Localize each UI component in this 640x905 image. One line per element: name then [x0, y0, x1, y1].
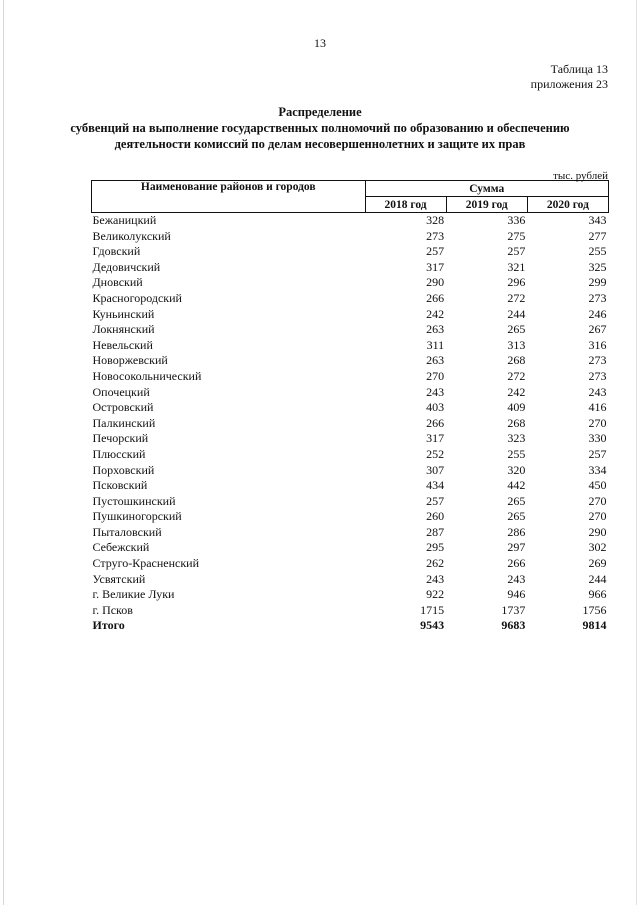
value-2020: 273 [588, 353, 607, 368]
value-2019: 409 [507, 400, 526, 415]
value-2018: 922 [426, 587, 445, 602]
value-2019: 268 [507, 415, 526, 430]
district-name: Бежаницкий [92, 213, 157, 227]
value-2019: 275 [507, 228, 526, 243]
value-2018: 1715 [420, 602, 445, 617]
value-2020: 343 [588, 213, 607, 227]
value-2020: 267 [588, 322, 607, 337]
value-2020: 243 [588, 384, 607, 399]
title-line2: субвенций на выполнение государственных полномочий по образованию и обеспечению [70, 121, 570, 135]
value-2019: 242 [507, 384, 526, 399]
table-row [92, 525, 609, 541]
value-2018: 263 [426, 322, 445, 337]
district-name: г. Псков [92, 602, 133, 617]
title-line3: деятельности комиссий по делам несовершеннолетних и защите их прав [114, 137, 526, 151]
district-name: г. Великие Луки [92, 587, 175, 602]
value-2020: 270 [588, 493, 607, 508]
table-row [92, 353, 609, 369]
value-2019: 255 [507, 446, 526, 461]
district-name: Новоржевский [92, 353, 168, 368]
value-2019: 296 [507, 275, 526, 290]
table-reference [531, 62, 608, 92]
value-2020: 257 [588, 446, 607, 461]
value-2020: 255 [588, 244, 607, 259]
header-year-2018: 2018 год [365, 197, 446, 213]
value-2019: 265 [507, 322, 526, 337]
value-2018: 9543 [420, 618, 445, 633]
value-2019: 272 [507, 290, 526, 305]
district-name: Дновский [92, 275, 143, 290]
value-2020: 330 [588, 431, 607, 446]
value-2019: 286 [507, 524, 526, 539]
table-row [92, 260, 609, 276]
value-2020: 269 [588, 556, 607, 571]
district-name: Порховский [92, 462, 155, 477]
district-name: Островский [92, 400, 154, 415]
value-2018: 270 [426, 368, 445, 383]
table-body [92, 213, 609, 635]
table-row [92, 369, 609, 385]
value-2019: 272 [507, 368, 526, 383]
value-2020: 966 [588, 587, 607, 602]
district-name: Струго-Красненский [92, 556, 200, 571]
value-2020: 246 [588, 306, 607, 321]
title-line1: Распределение [278, 105, 362, 119]
value-2019: 1737 [501, 602, 526, 617]
value-2018: 252 [426, 446, 445, 461]
value-2018: 263 [426, 353, 445, 368]
value-2020: 270 [588, 509, 607, 524]
table-row [92, 494, 609, 510]
district-name: Пыталовский [92, 524, 162, 539]
table-row [92, 447, 609, 463]
value-2018: 260 [426, 509, 445, 524]
value-2018: 266 [426, 290, 445, 305]
value-2020: 416 [588, 400, 607, 415]
table-row [92, 385, 609, 401]
value-2019: 323 [507, 431, 526, 446]
value-2018: 434 [426, 478, 445, 493]
value-2018: 311 [426, 337, 445, 352]
value-2019: 243 [507, 571, 526, 586]
district-name: Невельский [92, 337, 153, 352]
table-row [92, 275, 609, 291]
table-row [92, 509, 609, 525]
value-2020: 1756 [582, 602, 607, 617]
value-2018: 242 [426, 306, 445, 321]
value-2020: 334 [588, 462, 607, 477]
district-name: Локнянский [92, 322, 155, 337]
value-2018: 307 [426, 462, 445, 477]
district-name: Итого [92, 618, 125, 633]
district-name: Себежский [92, 540, 150, 555]
table-row [92, 244, 609, 260]
value-2019: 320 [507, 462, 526, 477]
value-2018: 403 [426, 400, 445, 415]
table-reference-line1: Таблица 13 [550, 62, 608, 76]
document-title [0, 104, 640, 152]
value-2018: 290 [426, 275, 445, 290]
value-2020: 450 [588, 478, 607, 493]
district-name: Великолукский [92, 228, 171, 243]
total-row [92, 618, 609, 634]
value-2020: 325 [588, 259, 607, 274]
table-row [92, 213, 609, 229]
district-name: Пустошкинский [92, 493, 176, 508]
value-2018: 257 [426, 244, 445, 259]
value-2020: 299 [588, 275, 607, 290]
header-name: Наименование районов и городов [92, 181, 366, 213]
table-row [92, 463, 609, 479]
value-2018: 262 [426, 556, 445, 571]
district-name: Палкинский [92, 415, 156, 430]
district-name: Печорский [92, 431, 149, 446]
table-row [92, 291, 609, 307]
table-row [92, 540, 609, 556]
value-2019: 9683 [501, 618, 526, 633]
district-name: Новосокольнический [92, 368, 202, 383]
district-name: Куньинский [92, 306, 155, 321]
district-name: Псковский [92, 478, 148, 493]
value-2019: 336 [507, 213, 526, 227]
value-2018: 328 [426, 213, 445, 227]
value-2019: 268 [507, 353, 526, 368]
table-row [92, 603, 609, 619]
value-2018: 273 [426, 228, 445, 243]
table-row [92, 431, 609, 447]
value-2018: 266 [426, 415, 445, 430]
table-row [92, 307, 609, 323]
value-2019: 265 [507, 509, 526, 524]
district-name: Плюсский [92, 446, 146, 461]
table-row [92, 556, 609, 572]
value-2019: 265 [507, 493, 526, 508]
page-number: 13 [314, 36, 326, 50]
subvention-table [91, 180, 609, 634]
value-2020: 273 [588, 290, 607, 305]
value-2019: 266 [507, 556, 526, 571]
value-2018: 317 [426, 259, 445, 274]
value-2019: 257 [507, 244, 526, 259]
header-sum: Сумма [365, 181, 609, 197]
district-name: Дедовичский [92, 259, 161, 274]
value-2019: 442 [507, 478, 526, 493]
district-name: Пушкиногорский [92, 509, 182, 524]
table-row [92, 587, 609, 603]
value-2019: 244 [507, 306, 526, 321]
value-2018: 257 [426, 493, 445, 508]
table-row [92, 322, 609, 338]
value-2020: 277 [588, 228, 607, 243]
table-row [92, 572, 609, 588]
header-year-2020: 2020 год [527, 197, 608, 213]
value-2018: 287 [426, 524, 445, 539]
value-2019: 321 [507, 259, 526, 274]
value-2020: 273 [588, 368, 607, 383]
district-name: Опочецкий [92, 384, 150, 399]
district-name: Усвятский [92, 571, 146, 586]
table-reference-line2: приложения 23 [530, 77, 608, 91]
value-2020: 290 [588, 524, 607, 539]
table-row [92, 416, 609, 432]
value-2020: 302 [588, 540, 607, 555]
table-row [92, 229, 609, 245]
value-2018: 243 [426, 384, 445, 399]
value-2018: 317 [426, 431, 445, 446]
value-2020: 244 [588, 571, 607, 586]
value-2018: 295 [426, 540, 445, 555]
units-label: тыс. рублей [553, 170, 608, 182]
value-2019: 313 [507, 337, 526, 352]
value-2019: 297 [507, 540, 526, 555]
district-name: Красногородский [92, 290, 182, 305]
table-row [92, 338, 609, 354]
value-2020: 270 [588, 415, 607, 430]
table-row [92, 400, 609, 416]
value-2020: 9814 [582, 618, 607, 633]
table-row [92, 478, 609, 494]
value-2020: 316 [588, 337, 607, 352]
value-2019: 946 [507, 587, 526, 602]
header-year-2019: 2019 год [446, 197, 527, 213]
district-name: Гдовский [92, 244, 141, 259]
value-2018: 243 [426, 571, 445, 586]
